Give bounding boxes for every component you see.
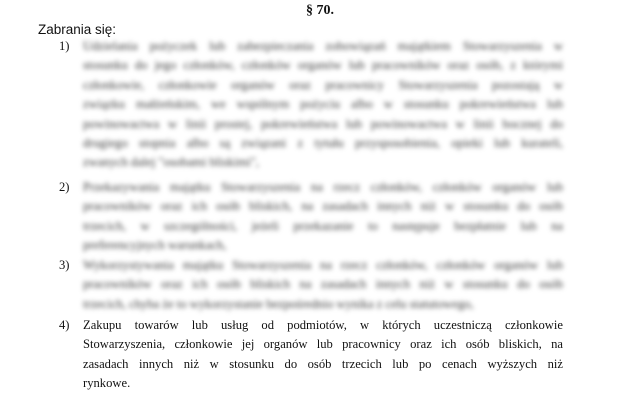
text-line: powinowactwa w linii prostej, pokrewieństwa lub powinowactwa w linii bocznej do bbox=[83, 116, 563, 131]
section-heading: § 70. bbox=[306, 3, 334, 18]
item-number: 4) bbox=[59, 318, 70, 332]
text-line: zwanych dalej "osobami bliskimi", bbox=[83, 155, 260, 170]
item-text bbox=[83, 316, 563, 394]
item-number: 2) bbox=[59, 180, 70, 194]
item-text-blurred bbox=[83, 37, 563, 173]
text-line: drugiego stopnia albo są związani z tytułu przysposobienia, opieki lub kurateli, bbox=[83, 136, 563, 151]
text-line: pracowników oraz ich osób bliskich, na zasadach innych niż w stosunku do osób bbox=[83, 199, 563, 214]
text-line: trzecich, w szczególności, jeżeli przekazanie to następuje bezpłatnie lub na bbox=[83, 218, 563, 233]
text-line: trzecich, chyba że to wykorzystanie bezpośrednio wynika z celu statutowego, bbox=[83, 296, 474, 311]
list-item bbox=[59, 256, 563, 314]
text-line: związku małżeńskim, we wspólnym pożyciu albo w stosunku pokrewieństwa lub bbox=[83, 97, 563, 112]
list-item bbox=[59, 37, 563, 173]
list-item bbox=[59, 316, 563, 394]
item-number: 1) bbox=[59, 39, 70, 53]
intro-text: Zabrania się: bbox=[38, 22, 117, 37]
text-line: stosunku do jego członków, członków organów lub pracowników oraz osób, z którymi bbox=[83, 58, 563, 73]
text-line: Przekazywania majątku Stowarzyszenia na rzecz członków, członków organów lub bbox=[83, 180, 563, 194]
text-line: preferencyjnych warunkach, bbox=[83, 238, 227, 253]
text-line: Zakupu towarów lub usług od podmiotów, w których uczestniczą członkowie bbox=[83, 318, 563, 332]
text-line: Stowarzyszenia, członkowie jej organów lub pracownicy oraz ich osób bliskich, na bbox=[83, 337, 563, 352]
text-line: rynkowe. bbox=[83, 376, 131, 391]
item-number: 3) bbox=[59, 258, 70, 272]
item-text-blurred bbox=[83, 256, 563, 314]
text-line: pracowników oraz ich osób bliskich na zasadach innych niż w stosunku do osób bbox=[83, 277, 563, 292]
item-text-blurred bbox=[83, 178, 563, 256]
text-line: zasadach innych niż w stosunku do osób trzecich lub po cenach wyższych niż bbox=[83, 356, 563, 371]
text-line: Wykorzystywania majątku Stowarzyszenia na rzecz członków, członków organów lub bbox=[83, 258, 563, 272]
text-line: członkowie, członkowie organów oraz pracownicy Stowarzyszenia pozostają w bbox=[83, 77, 563, 92]
list-item bbox=[59, 178, 563, 256]
text-line: Udzielania pożyczek lub zabezpieczania zobowiązań majątkiem Stowarzyszenia w bbox=[83, 39, 563, 53]
